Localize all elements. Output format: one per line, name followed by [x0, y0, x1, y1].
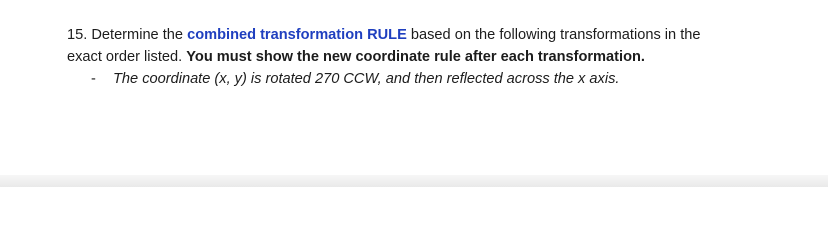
question-intro: Determine the [91, 27, 184, 43]
bullet-marker: - [91, 71, 96, 87]
question-block [67, 24, 807, 68]
question-line-2 [67, 46, 807, 68]
question-continuation: based on the following transformations in the [410, 27, 701, 43]
question-instruction: You must show the new coordinate rule after each transformation. [186, 49, 645, 65]
highlighted-term: combined transformation RULE [187, 27, 407, 43]
question-line-1 [67, 24, 807, 46]
bullet-text: The coordinate (x, y) is rotated 270 CCW, and then reflected across the x axis. [113, 71, 620, 87]
bullet-item [91, 69, 619, 89]
page-bottom-edge [0, 175, 828, 187]
question-number: 15. [67, 27, 88, 43]
question-line-2-plain: exact order listed. [67, 49, 183, 65]
